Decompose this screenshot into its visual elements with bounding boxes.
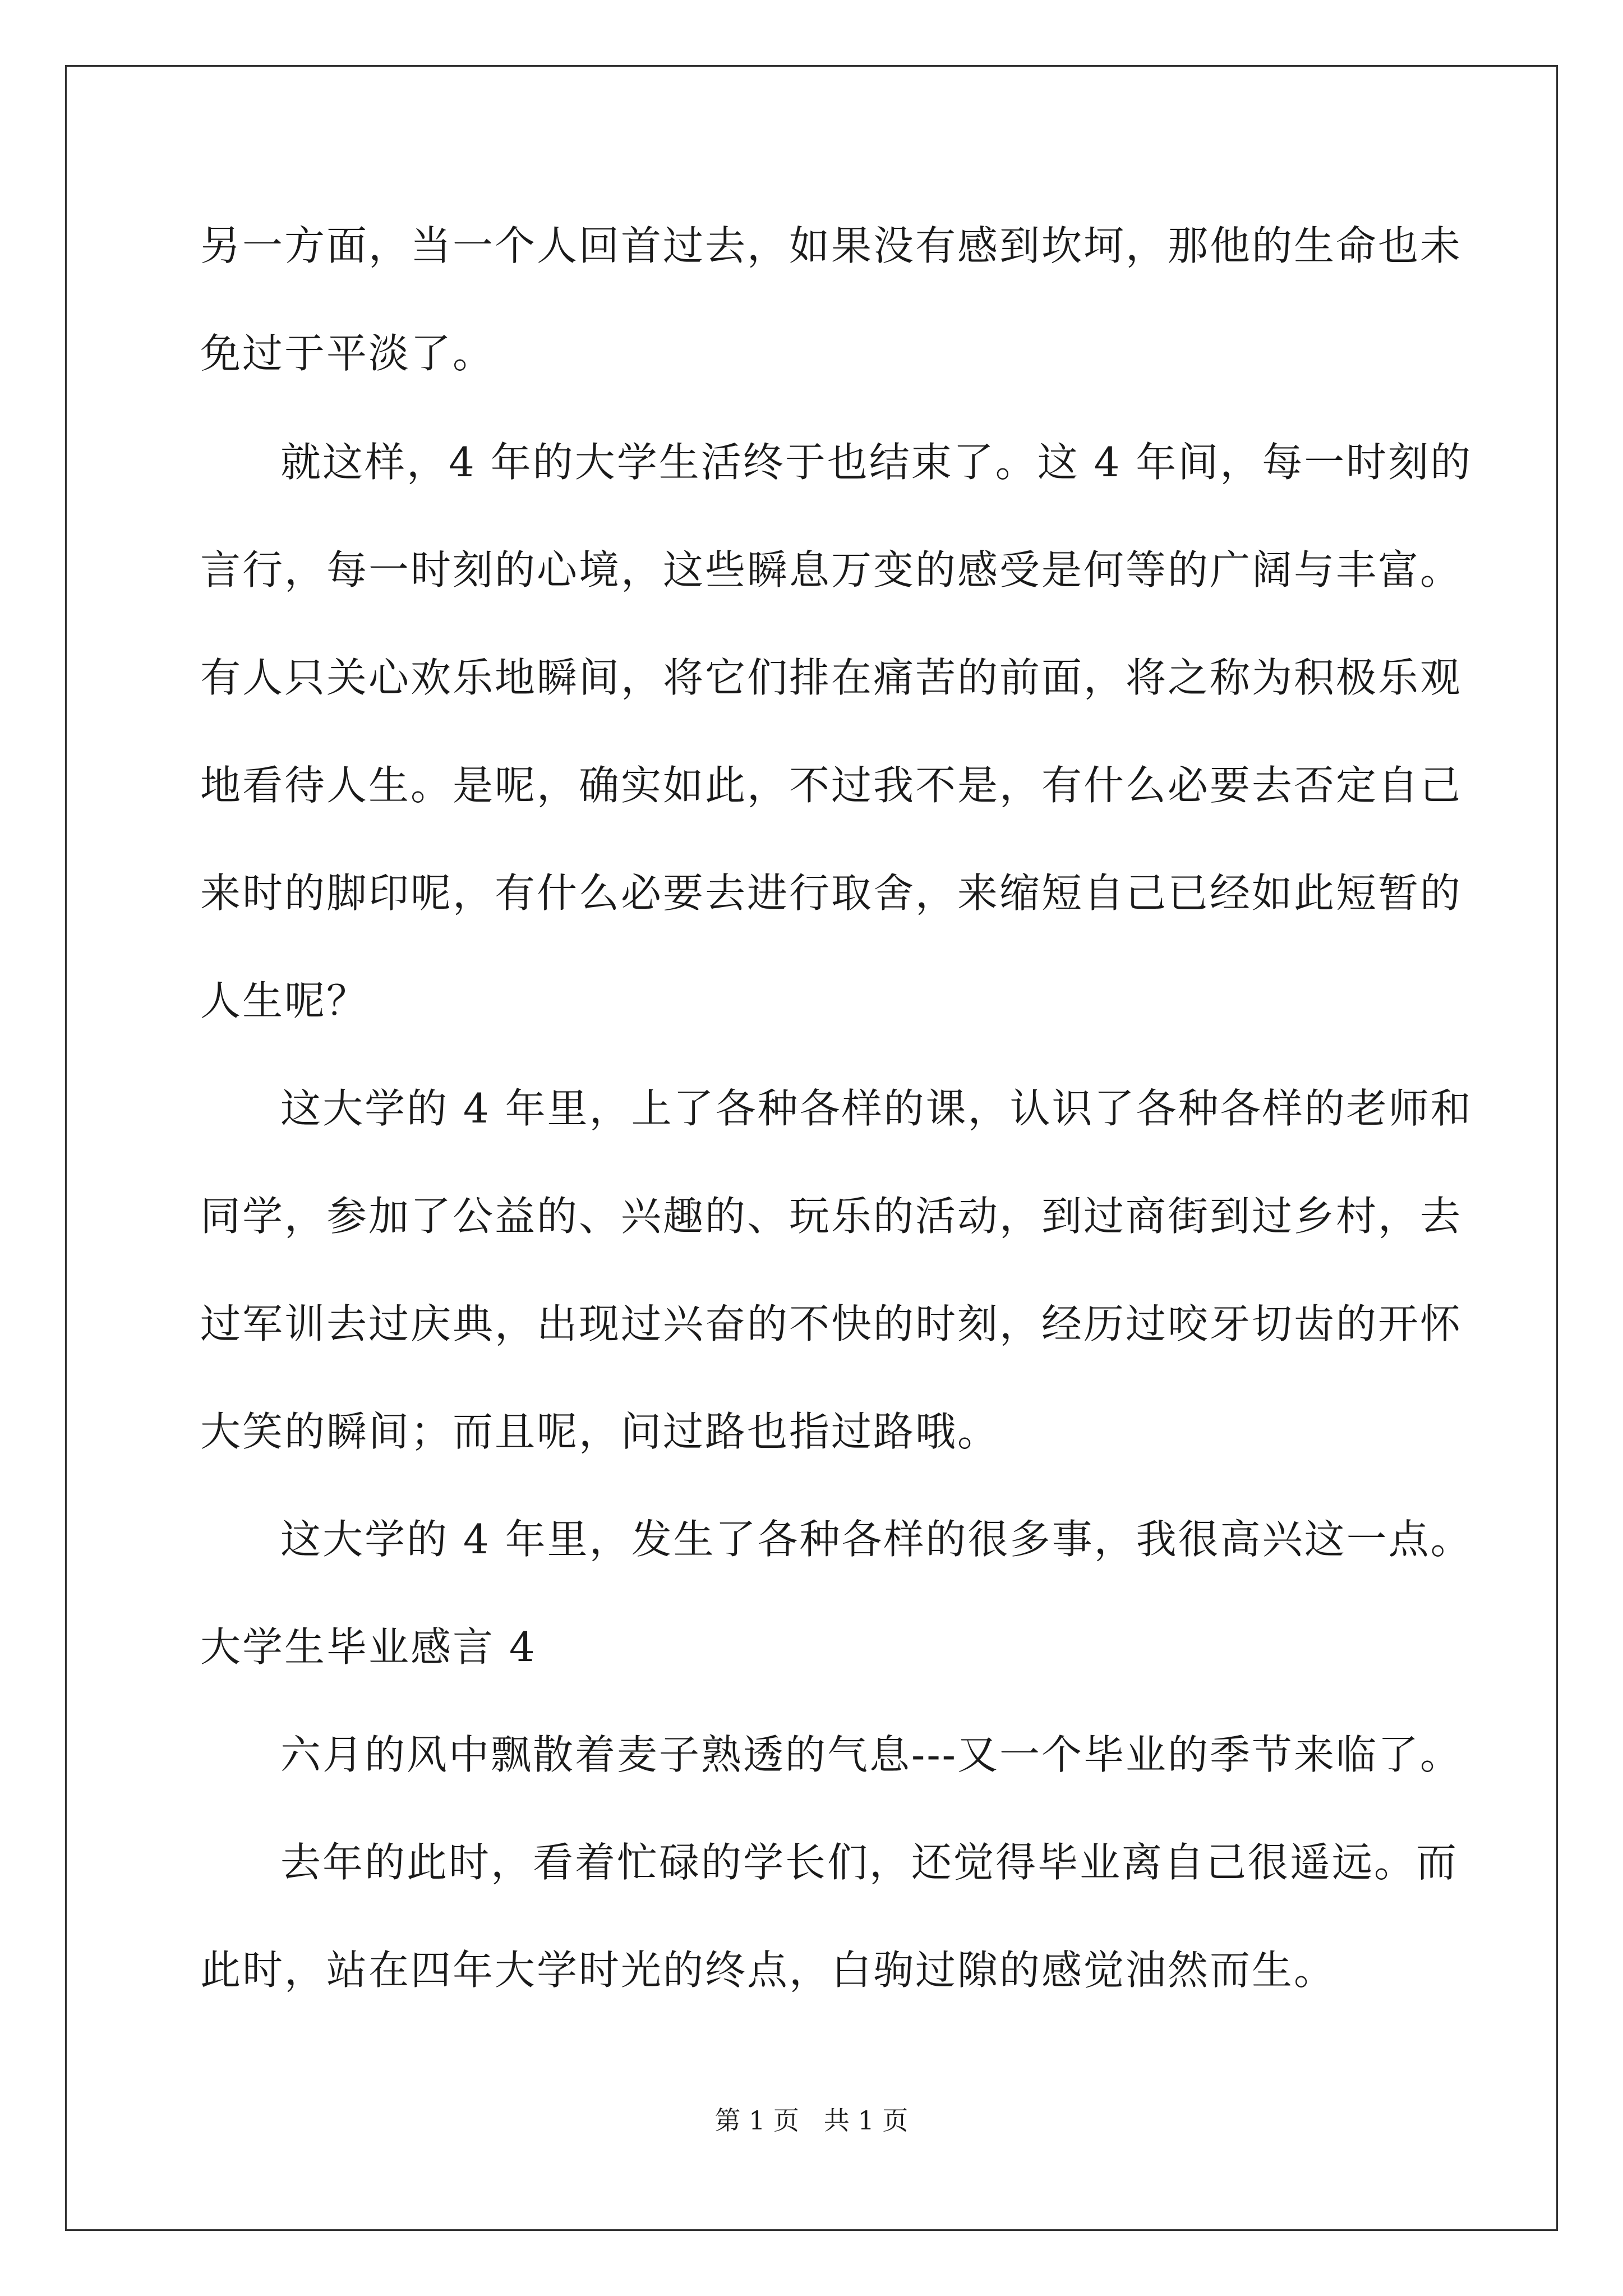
text-line: 有人只关心欢乐地瞬间，将它们排在痛苦的前面，将之称为积极乐观 <box>200 654 1463 701</box>
paragraph-first-line: 这大学的 4 年里，上了各种各样的课，认识了各种各样的老师和 <box>280 1085 1473 1132</box>
paragraph-first-line: 去年的此时，看着忙碌的学长们，还觉得毕业离自己很遥远。而 <box>280 1839 1459 1886</box>
text-line: 大笑的瞬间；而且呢，问过路也指过路哦。 <box>200 1408 1000 1455</box>
paragraph-first-line: 六月的风中飘散着麦子熟透的气息---又一个毕业的季节来临了。 <box>280 1731 1462 1778</box>
text-line: 另一方面，当一个人回首过去，如果没有感到坎坷，那他的生命也未 <box>200 222 1463 269</box>
text-line: 此时，站在四年大学时光的终点，白驹过隙的感觉油然而生。 <box>200 1947 1336 1994</box>
text-line: 来时的脚印呢，有什么必要去进行取舍，来缩短自己已经如此短暂的 <box>200 869 1463 917</box>
text-line: 免过于平淡了。 <box>200 330 495 377</box>
paragraph-first-line: 就这样，4 年的大学生活终于也结束了。这 4 年间，每一时刻的 <box>280 439 1473 486</box>
page-number-footer: 第 1 页 共 1 页 <box>714 2105 909 2136</box>
section-heading: 大学生毕业感言 4 <box>200 1623 537 1671</box>
page-border <box>65 65 1558 2231</box>
paragraph-first-line: 这大学的 4 年里，发生了各种各样的很多事，我很高兴这一点。 <box>280 1516 1473 1563</box>
text-line: 地看待人生。是呢，确实如此，不过我不是，有什么必要去否定自己 <box>200 762 1463 809</box>
text-line: 人生呢？ <box>200 977 369 1024</box>
text-line: 同学，参加了公益的、兴趣的、玩乐的活动，到过商街到过乡村，去 <box>200 1193 1463 1240</box>
text-line: 言行，每一时刻的心境，这些瞬息万变的感受是何等的广阔与丰富。 <box>200 546 1463 593</box>
text-line: 过军训去过庆典，出现过兴奋的不快的时刻，经历过咬牙切齿的开怀 <box>200 1300 1463 1347</box>
